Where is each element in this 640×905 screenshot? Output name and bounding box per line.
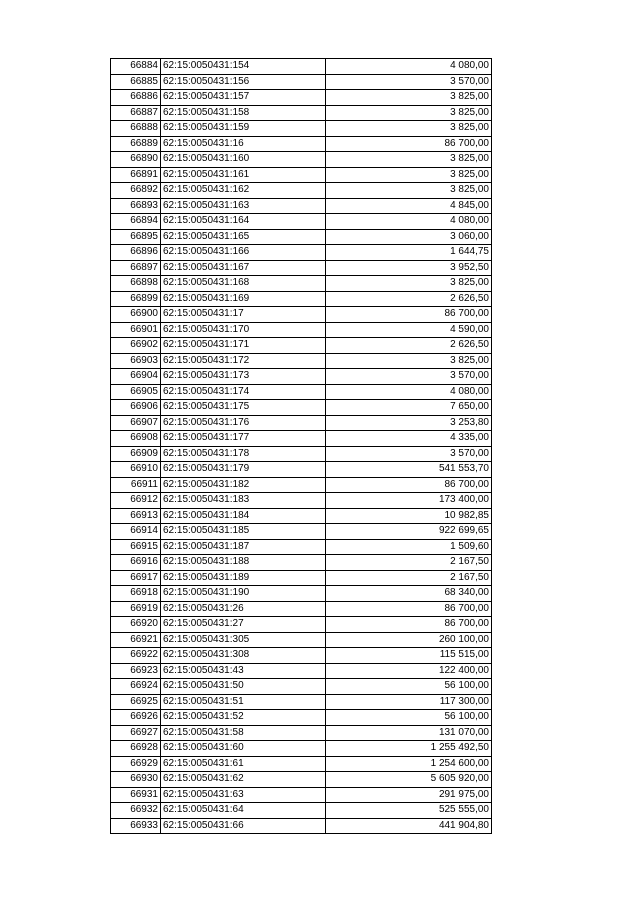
cadastral-number-cell: 62:15:0050431:156 xyxy=(161,74,326,90)
row-number-cell: 66890 xyxy=(111,152,161,168)
cadastral-value-cell: 3 570,00 xyxy=(326,446,492,462)
cadastral-number-cell: 62:15:0050431:154 xyxy=(161,59,326,75)
table-row xyxy=(111,152,492,168)
cadastral-number-cell: 62:15:0050431:58 xyxy=(161,725,326,741)
cadastral-value-cell: 3 570,00 xyxy=(326,369,492,385)
cadastral-value-cell: 4 080,00 xyxy=(326,214,492,230)
cadastral-value-cell: 68 340,00 xyxy=(326,586,492,602)
cadastral-value-cell: 291 975,00 xyxy=(326,787,492,803)
cadastral-value-cell: 86 700,00 xyxy=(326,601,492,617)
table-row xyxy=(111,477,492,493)
table-row xyxy=(111,756,492,772)
cadastral-value-cell: 56 100,00 xyxy=(326,710,492,726)
row-number-cell: 66912 xyxy=(111,493,161,509)
cadastral-value-cell: 922 699,65 xyxy=(326,524,492,540)
table-row xyxy=(111,183,492,199)
cadastral-number-cell: 62:15:0050431:165 xyxy=(161,229,326,245)
row-number-cell: 66910 xyxy=(111,462,161,478)
row-number-cell: 66919 xyxy=(111,601,161,617)
cadastral-value-cell: 86 700,00 xyxy=(326,617,492,633)
table-row xyxy=(111,105,492,121)
cadastral-number-cell: 62:15:0050431:308 xyxy=(161,648,326,664)
cadastral-number-cell: 62:15:0050431:166 xyxy=(161,245,326,261)
cadastral-number-cell: 62:15:0050431:157 xyxy=(161,90,326,106)
cadastral-number-cell: 62:15:0050431:60 xyxy=(161,741,326,757)
row-number-cell: 66893 xyxy=(111,198,161,214)
row-number-cell: 66905 xyxy=(111,384,161,400)
table-row xyxy=(111,632,492,648)
cadastral-number-cell: 62:15:0050431:50 xyxy=(161,679,326,695)
table-row xyxy=(111,539,492,555)
table-row xyxy=(111,307,492,323)
table-row xyxy=(111,601,492,617)
cadastral-value-cell: 4 590,00 xyxy=(326,322,492,338)
row-number-cell: 66932 xyxy=(111,803,161,819)
cadastral-value-cell: 2 626,50 xyxy=(326,291,492,307)
cadastral-value-cell: 4 845,00 xyxy=(326,198,492,214)
row-number-cell: 66918 xyxy=(111,586,161,602)
table-row xyxy=(111,90,492,106)
cadastral-number-cell: 62:15:0050431:189 xyxy=(161,570,326,586)
cadastral-number-cell: 62:15:0050431:187 xyxy=(161,539,326,555)
table-row xyxy=(111,74,492,90)
cadastral-value-cell: 122 400,00 xyxy=(326,663,492,679)
cadastral-number-cell: 62:15:0050431:16 xyxy=(161,136,326,152)
cadastral-number-cell: 62:15:0050431:26 xyxy=(161,601,326,617)
row-number-cell: 66926 xyxy=(111,710,161,726)
cadastral-value-cell: 3 825,00 xyxy=(326,121,492,137)
row-number-cell: 66901 xyxy=(111,322,161,338)
cadastral-value-cell: 115 515,00 xyxy=(326,648,492,664)
cadastral-number-cell: 62:15:0050431:171 xyxy=(161,338,326,354)
row-number-cell: 66923 xyxy=(111,663,161,679)
cadastral-number-cell: 62:15:0050431:176 xyxy=(161,415,326,431)
table-row xyxy=(111,276,492,292)
cadastral-number-cell: 62:15:0050431:167 xyxy=(161,260,326,276)
table-row xyxy=(111,198,492,214)
cadastral-value-cell: 86 700,00 xyxy=(326,136,492,152)
row-number-cell: 66917 xyxy=(111,570,161,586)
cadastral-value-cell: 3 825,00 xyxy=(326,105,492,121)
table-row xyxy=(111,369,492,385)
cadastral-value-cell: 56 100,00 xyxy=(326,679,492,695)
row-number-cell: 66891 xyxy=(111,167,161,183)
cadastral-value-cell: 525 555,00 xyxy=(326,803,492,819)
table-row xyxy=(111,121,492,137)
cadastral-number-cell: 62:15:0050431:63 xyxy=(161,787,326,803)
row-number-cell: 66904 xyxy=(111,369,161,385)
row-number-cell: 66886 xyxy=(111,90,161,106)
table-row xyxy=(111,710,492,726)
cadastral-number-cell: 62:15:0050431:190 xyxy=(161,586,326,602)
table-row xyxy=(111,462,492,478)
cadastral-value-cell: 86 700,00 xyxy=(326,307,492,323)
cadastral-number-cell: 62:15:0050431:188 xyxy=(161,555,326,571)
cadastral-number-cell: 62:15:0050431:17 xyxy=(161,307,326,323)
cadastral-number-cell: 62:15:0050431:168 xyxy=(161,276,326,292)
cadastral-value-cell: 2 626,50 xyxy=(326,338,492,354)
cadastral-value-cell: 3 825,00 xyxy=(326,183,492,199)
cadastral-value-cell: 3 825,00 xyxy=(326,152,492,168)
cadastral-value-cell: 4 080,00 xyxy=(326,384,492,400)
cadastral-number-cell: 62:15:0050431:163 xyxy=(161,198,326,214)
row-number-cell: 66895 xyxy=(111,229,161,245)
cadastral-number-cell: 62:15:0050431:164 xyxy=(161,214,326,230)
row-number-cell: 66931 xyxy=(111,787,161,803)
table-row xyxy=(111,167,492,183)
table-row xyxy=(111,260,492,276)
table-row xyxy=(111,524,492,540)
cadastral-value-cell: 10 982,85 xyxy=(326,508,492,524)
cadastral-number-cell: 62:15:0050431:43 xyxy=(161,663,326,679)
row-number-cell: 66906 xyxy=(111,400,161,416)
table-row xyxy=(111,214,492,230)
row-number-cell: 66929 xyxy=(111,756,161,772)
table-row xyxy=(111,431,492,447)
cadastral-number-cell: 62:15:0050431:305 xyxy=(161,632,326,648)
cadastral-number-cell: 62:15:0050431:66 xyxy=(161,818,326,834)
row-number-cell: 66908 xyxy=(111,431,161,447)
cadastral-value-cell: 3 825,00 xyxy=(326,167,492,183)
row-number-cell: 66888 xyxy=(111,121,161,137)
row-number-cell: 66897 xyxy=(111,260,161,276)
table-row xyxy=(111,384,492,400)
cadastral-number-cell: 62:15:0050431:27 xyxy=(161,617,326,633)
cadastral-value-cell: 1 509,60 xyxy=(326,539,492,555)
table-row xyxy=(111,338,492,354)
row-number-cell: 66927 xyxy=(111,725,161,741)
cadastral-value-cell: 260 100,00 xyxy=(326,632,492,648)
cadastral-value-cell: 1 255 492,50 xyxy=(326,741,492,757)
cadastral-value-cell: 3 253,80 xyxy=(326,415,492,431)
row-number-cell: 66933 xyxy=(111,818,161,834)
cadastral-number-cell: 62:15:0050431:173 xyxy=(161,369,326,385)
cadastral-value-cell: 1 254 600,00 xyxy=(326,756,492,772)
row-number-cell: 66922 xyxy=(111,648,161,664)
row-number-cell: 66916 xyxy=(111,555,161,571)
cadastral-number-cell: 62:15:0050431:172 xyxy=(161,353,326,369)
cadastral-number-cell: 62:15:0050431:160 xyxy=(161,152,326,168)
cadastral-number-cell: 62:15:0050431:169 xyxy=(161,291,326,307)
table-row xyxy=(111,555,492,571)
row-number-cell: 66914 xyxy=(111,524,161,540)
table-row xyxy=(111,663,492,679)
table-row xyxy=(111,741,492,757)
row-number-cell: 66913 xyxy=(111,508,161,524)
cadastral-value-cell: 3 060,00 xyxy=(326,229,492,245)
cadastral-value-cell: 3 825,00 xyxy=(326,353,492,369)
cadastral-number-cell: 62:15:0050431:174 xyxy=(161,384,326,400)
cadastral-value-cell: 3 570,00 xyxy=(326,74,492,90)
cadastral-number-cell: 62:15:0050431:161 xyxy=(161,167,326,183)
cadastral-value-cell: 3 825,00 xyxy=(326,90,492,106)
cadastral-number-cell: 62:15:0050431:184 xyxy=(161,508,326,524)
cadastral-value-cell: 5 605 920,00 xyxy=(326,772,492,788)
table-row xyxy=(111,415,492,431)
table-row xyxy=(111,245,492,261)
cadastral-value-cell: 1 644,75 xyxy=(326,245,492,261)
table-row xyxy=(111,725,492,741)
row-number-cell: 66894 xyxy=(111,214,161,230)
cadastral-value-cell: 173 400,00 xyxy=(326,493,492,509)
cadastral-value-cell: 4 335,00 xyxy=(326,431,492,447)
row-number-cell: 66921 xyxy=(111,632,161,648)
table-row xyxy=(111,787,492,803)
table-row xyxy=(111,508,492,524)
cadastral-number-cell: 62:15:0050431:178 xyxy=(161,446,326,462)
cadastral-number-cell: 62:15:0050431:64 xyxy=(161,803,326,819)
row-number-cell: 66887 xyxy=(111,105,161,121)
cadastral-number-cell: 62:15:0050431:175 xyxy=(161,400,326,416)
table-row xyxy=(111,400,492,416)
table-row xyxy=(111,570,492,586)
cadastral-value-cell: 2 167,50 xyxy=(326,570,492,586)
row-number-cell: 66898 xyxy=(111,276,161,292)
cadastral-number-cell: 62:15:0050431:158 xyxy=(161,105,326,121)
row-number-cell: 66889 xyxy=(111,136,161,152)
row-number-cell: 66892 xyxy=(111,183,161,199)
cadastral-number-cell: 62:15:0050431:177 xyxy=(161,431,326,447)
row-number-cell: 66915 xyxy=(111,539,161,555)
cadastral-value-cell: 541 553,70 xyxy=(326,462,492,478)
table-row xyxy=(111,136,492,152)
row-number-cell: 66930 xyxy=(111,772,161,788)
row-number-cell: 66903 xyxy=(111,353,161,369)
table-row xyxy=(111,446,492,462)
cadastral-value-cell: 4 080,00 xyxy=(326,59,492,75)
table-row xyxy=(111,291,492,307)
row-number-cell: 66928 xyxy=(111,741,161,757)
cadastral-number-cell: 62:15:0050431:51 xyxy=(161,694,326,710)
row-number-cell: 66909 xyxy=(111,446,161,462)
row-number-cell: 66907 xyxy=(111,415,161,431)
cadastral-value-cell: 131 070,00 xyxy=(326,725,492,741)
cadastral-value-cell: 3 825,00 xyxy=(326,276,492,292)
table-row xyxy=(111,493,492,509)
table-row xyxy=(111,229,492,245)
row-number-cell: 66925 xyxy=(111,694,161,710)
table-row xyxy=(111,694,492,710)
cadastral-value-cell: 441 904,80 xyxy=(326,818,492,834)
table-row xyxy=(111,803,492,819)
cadastral-value-cell: 86 700,00 xyxy=(326,477,492,493)
row-number-cell: 66902 xyxy=(111,338,161,354)
cadastral-number-cell: 62:15:0050431:185 xyxy=(161,524,326,540)
row-number-cell: 66911 xyxy=(111,477,161,493)
table-row xyxy=(111,679,492,695)
cadastral-number-cell: 62:15:0050431:162 xyxy=(161,183,326,199)
cadastral-value-cell: 7 650,00 xyxy=(326,400,492,416)
cadastral-value-cell: 3 952,50 xyxy=(326,260,492,276)
cadastral-number-cell: 62:15:0050431:183 xyxy=(161,493,326,509)
row-number-cell: 66920 xyxy=(111,617,161,633)
table-body xyxy=(111,59,492,834)
cadastral-number-cell: 62:15:0050431:179 xyxy=(161,462,326,478)
row-number-cell: 66924 xyxy=(111,679,161,695)
row-number-cell: 66899 xyxy=(111,291,161,307)
row-number-cell: 66884 xyxy=(111,59,161,75)
cadastral-value-cell: 2 167,50 xyxy=(326,555,492,571)
cadastral-number-cell: 62:15:0050431:170 xyxy=(161,322,326,338)
cadastral-number-cell: 62:15:0050431:62 xyxy=(161,772,326,788)
row-number-cell: 66896 xyxy=(111,245,161,261)
table-row xyxy=(111,586,492,602)
cadastral-number-cell: 62:15:0050431:182 xyxy=(161,477,326,493)
table-row xyxy=(111,772,492,788)
row-number-cell: 66900 xyxy=(111,307,161,323)
cadastral-number-cell: 62:15:0050431:159 xyxy=(161,121,326,137)
cadastral-number-cell: 62:15:0050431:52 xyxy=(161,710,326,726)
table-row xyxy=(111,648,492,664)
row-number-cell: 66885 xyxy=(111,74,161,90)
cadastral-value-cell: 117 300,00 xyxy=(326,694,492,710)
table-row xyxy=(111,818,492,834)
table-row xyxy=(111,617,492,633)
table-row xyxy=(111,353,492,369)
cadastral-value-table xyxy=(110,58,492,834)
cadastral-number-cell: 62:15:0050431:61 xyxy=(161,756,326,772)
table-row xyxy=(111,322,492,338)
table-row xyxy=(111,59,492,75)
